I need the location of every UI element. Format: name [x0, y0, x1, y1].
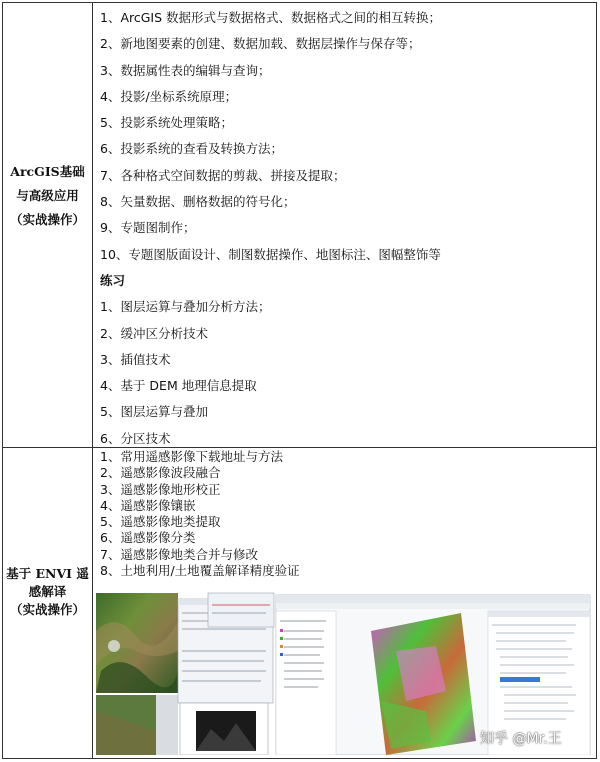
envi-section-label [3, 565, 92, 619]
zhihu-watermark: 知乎 @Mr.王 [480, 731, 562, 747]
list-item: 4、投影/坐标系统原理； [100, 88, 238, 104]
list-item: 6、投影系统的查看及转换方法； [100, 141, 283, 157]
list-item: 9、专题图制作； [100, 220, 196, 236]
list-item: 7、各种格式空间数据的剪裁、拼接及提取； [100, 167, 346, 183]
practice-item: 3、插值技术 [100, 351, 171, 367]
arcgis-item-list [100, 5, 595, 452]
list-item: 1、ArcGIS 数据形式与数据格式、数据格式之间的相互转换； [100, 10, 442, 25]
arcgis-section-label [3, 160, 92, 232]
envi-item-list [100, 449, 595, 579]
practice-heading: 练习 [100, 272, 126, 288]
list-item: 3、数据属性表的编辑与查询； [100, 62, 271, 78]
list-item: 10、专题图版面设计、制图数据操作、地图标注、图幅整饰等 [100, 246, 441, 262]
list-item: 6、遥感影像分类 [100, 530, 196, 546]
practice-item: 2、缓冲区分析技术 [100, 325, 208, 341]
envi-label-line: 基于 ENVI 遥 [6, 566, 89, 581]
list-item: 1、常用遥感影像下载地址与方法 [100, 449, 283, 464]
practice-item: 4、基于 DEM 地理信息提取 [100, 378, 257, 394]
practice-item: 5、图层运算与叠加 [100, 404, 208, 420]
practice-item: 6、分区技术 [100, 430, 171, 446]
list-item: 2、新地图要素的创建、数据加载、数据层操作与保存等； [100, 36, 421, 52]
list-item: 8、矢量数据、删格数据的符号化； [100, 194, 296, 210]
envi-label-line: （实战操作） [9, 602, 85, 617]
screenshot-mountain-view [96, 593, 178, 755]
practice-item: 1、图层运算与叠加分析方法； [100, 299, 271, 315]
list-item: 5、投影系统处理策略； [100, 115, 233, 131]
arcgis-label-line: 与高级应用 [16, 188, 79, 203]
arcgis-label-line: ArcGIS基础 [10, 164, 85, 179]
list-item: 4、遥感影像镶嵌 [100, 497, 196, 513]
arcgis-label-line: （实战操作） [9, 212, 85, 227]
envi-label-line: 感解译 [28, 584, 67, 599]
list-item: 3、遥感影像地形校正 [100, 481, 221, 497]
list-item: 7、遥感影像地类合并与修改 [100, 546, 258, 562]
list-item: 5、遥感影像地类提取 [100, 514, 221, 530]
screenshot-dialog-windows [178, 593, 274, 755]
list-item: 2、遥感影像波段融合 [100, 465, 221, 481]
column-divider [92, 3, 93, 758]
list-item: 8、土地利用/土地覆盖解译精度验证 [100, 563, 300, 579]
